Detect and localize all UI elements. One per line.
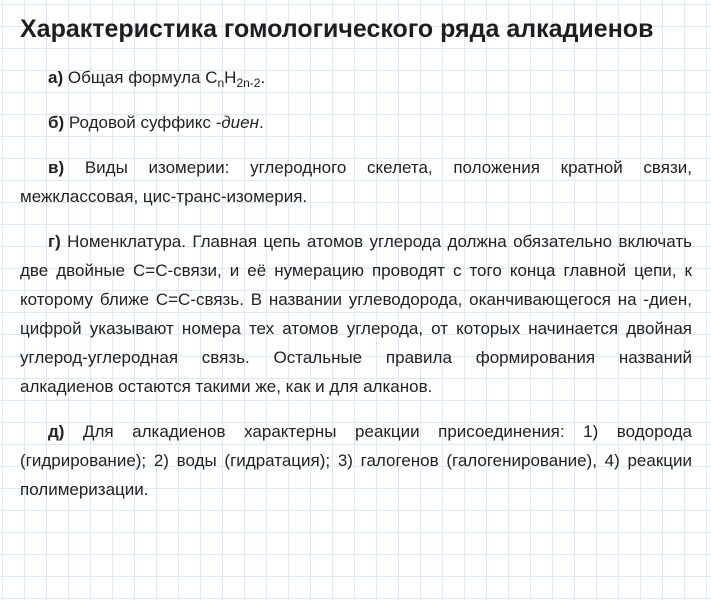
item-text: Для алкадиенов характерны реакции присоединения: 1) водорода (гидрирование); 2) воды (гидратация); 3) галогенов (галогенирование), 4) реакции полимеризации. <box>20 422 692 499</box>
page-title: Характеристика гомологического ряда алкадиенов <box>20 15 654 43</box>
paragraph-a <box>20 63 692 92</box>
item-label: а) <box>48 68 64 87</box>
paragraph-g <box>20 227 692 401</box>
item-label: г) <box>48 232 61 251</box>
paragraph-v <box>20 153 692 211</box>
item-text: Номенклатура. Главная цепь атомов углерода должна обязательно включать две двойные C=C-связи, и её нумерацию проводят с того конца главной цепи, к которому ближе C=C-связь. В названии углеводорода, оканчивающегося на -диен, цифрой указывают номера тех атомов углерода, от которых начинается двойная углерод-углеродная связь. Остальные правила формирования названий алкадиенов остаются такими же, как и для алканов. <box>20 232 692 396</box>
paragraph-d <box>20 417 692 504</box>
item-text: Виды изомерии: углеродного скелета, положения кратной связи, межклассовая, цис-транс-изомерия. <box>20 158 692 206</box>
item-label: б) <box>48 113 65 132</box>
item-label: д) <box>48 422 65 441</box>
paragraph-b: б) Родовой суффикс -диен. <box>48 113 264 132</box>
item-text: Родовой суффикс <box>68 113 216 132</box>
item-text: Общая формула <box>67 68 206 87</box>
item-label: в) <box>48 158 65 177</box>
suffix: -диен <box>215 113 259 132</box>
formula: $C_nH_{2n-2}$. <box>205 68 266 90</box>
